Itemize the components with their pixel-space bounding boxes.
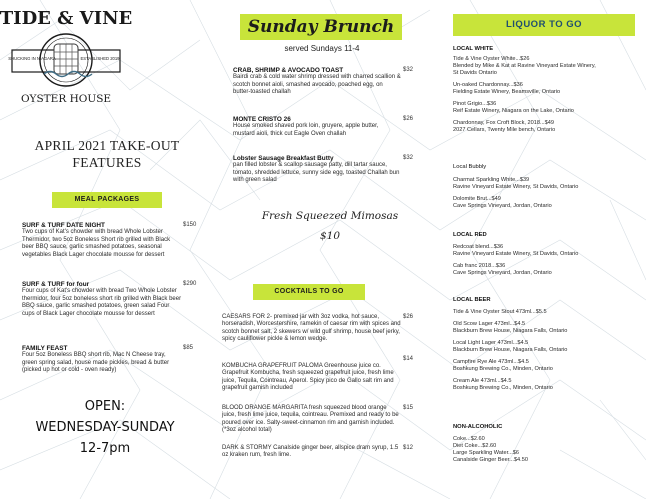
mimosa-title: Fresh Squeezed Mimosas [261, 210, 399, 222]
liquor-line: Large Sparkling Water...$6 [453, 450, 520, 456]
liquor-line: Local Light Lager 473ml...$4.5 [453, 340, 529, 346]
liquor-line: 2027 Cellars, Twenty Mile bench, Ontario [453, 127, 556, 133]
open-hours: 12-7pm [79, 441, 131, 456]
liquor-line: Campfire Rye Ale 473ml...$4.5 [453, 359, 529, 365]
cocktail-item-price: $26 [403, 314, 414, 320]
liquor-line: Ravine Vineyard Estate Winery, St Davids, Ontario [453, 184, 579, 190]
liquor-line: Blackburn Brew House, Niagara Falls, Ontario [453, 347, 568, 353]
logo-left-text: SHUCKING IN NIAGARA [8, 56, 56, 61]
brunch-item [233, 155, 401, 185]
liquor-line: Reif Estate Winery, Niagara on the Lake, Ontario [453, 108, 574, 114]
cocktail-item: KOMBUCHA GRAPEFRUIT PALOMA Greenhouse juice co. Grapefruit Kombucha, fresh squeezed grapefruit juice, fresh lime juice, Tequila, Cointreau, Aperol. Spicy pico de Gallo salt rim and grapefruit garnish included [222, 363, 394, 392]
liquor-section-local-white [453, 46, 633, 134]
liquor-line: Boshkung Brewing Co., Minden, Ontario [453, 385, 553, 391]
liquor-line: Cream Ale 473ml...$4.5 [453, 378, 512, 384]
brunch-item-title: MONTE CRISTO 26 [233, 116, 291, 123]
liquor-line: Redcoat blend...$36 [453, 244, 504, 250]
meal-item-title: FAMILY FEAST [22, 345, 68, 352]
sunday-brunch-title: Sunday Brunch [240, 14, 402, 40]
meal-item-price: $150 [183, 222, 197, 228]
liquor-line: Cave Springs Vineyard, Jordan, Ontario [453, 270, 552, 276]
liquor-to-go-tag: LIQUOR TO GO [453, 14, 635, 36]
meal-item [22, 281, 182, 318]
brunch-item [233, 67, 401, 97]
brunch-item-desc: Bairdi crab & cold water shrimp dressed with charred scallion & scotch bonnet aioli, smashed avocado, poached egg, on butter-toasted challah [233, 74, 401, 96]
liquor-section-heading: NON-ALCOHOLIC [453, 424, 503, 430]
liquor-line: Chardonnay, Fox Croft Block, 2018...$49 [453, 120, 554, 126]
brunch-item-desc: pan filled lobster & scallop sausage patty, dill tartar sauce, tomato, shredded lettuce, sunny side egg, toasted Challah bun with green salad [233, 162, 400, 184]
mimosa-feature [240, 206, 420, 246]
meal-item-title: SURF & TURF DATE NIGHT [22, 222, 105, 229]
brunch-item-title: Lobster Sausage Breakfast Butty [233, 155, 334, 162]
meal-packages-tag: MEAL PACKAGES [52, 192, 162, 208]
liquor-line: Coke...$2.60 [453, 436, 485, 442]
liquor-line: Un-oaked Chardonnay...$36 [453, 82, 523, 88]
cocktail-item: BLOOD ORANGE MARGARITA fresh squeezed blood orange juice, fresh lime juice, tequila, cointreau. Premixed and ready to be poured over ice. Salty-sweet-cinnamon rim and garnish included. (*3oz alcohol total) [222, 405, 399, 434]
left-column [0, 0, 215, 499]
meal-item-price: $290 [183, 281, 197, 287]
liquor-line: Tide & Vine Oyster White...$26 [453, 56, 530, 62]
liquor-line: Cab franc 2018...$36 [453, 263, 506, 269]
liquor-line: Blended by Mike & Kat at Ravine Vineyard Estate Winery, [453, 63, 596, 69]
logo-right-text: ESTABLISHED 2019 [80, 56, 120, 61]
cocktail-item-price: $15 [403, 405, 414, 411]
liquor-line: Cave Springs Vineyard, Jordan, Ontario [453, 203, 552, 209]
cocktail-item: DARK & STORMY Canalside ginger beer, allspice dram syrup, 1.5 oz kraken rum, fresh lime. [222, 445, 399, 459]
brunch-item-price: $32 [403, 155, 414, 161]
open-title: OPEN: [84, 399, 126, 414]
page-heading: APRIL 2021 TAKE-OUT FEATURES [34, 138, 180, 170]
liquor-section-heading: LOCAL WHITE [453, 46, 494, 52]
liquor-line: St Davids Ontario [453, 70, 497, 76]
meal-item [22, 345, 182, 375]
meal-item-desc: Four 5oz Boneless BBQ short rib, Mac N Cheese tray, green spring salad, house made pickles, bread & butter (picked up hot or cold - oven ready) [22, 352, 170, 374]
liquor-line: Ravine Vineyard Estate Winery, St Davids, Ontario [453, 251, 579, 257]
liquor-section-heading: Local Bubbly [453, 164, 487, 170]
brunch-item-title: CRAB, SHRIMP & AVOCADO TOAST [233, 67, 344, 74]
open-days: WEDNESDAY-SUNDAY [35, 420, 175, 435]
liquor-section-heading: LOCAL RED [453, 232, 487, 238]
brunch-served-hours: served Sundays 11-4 [284, 44, 360, 53]
liquor-line: Boshkung Brewing Co., Minden, Ontario [453, 366, 553, 372]
cocktail-item-price: $14 [403, 356, 414, 362]
liquor-line: Charmat Sparkling White...$39 [453, 177, 530, 183]
brand-name: TIDE & VINE [0, 8, 133, 29]
liquor-line: Tide & Vine Oyster Stout 473ml...$5.5 [453, 309, 547, 315]
brunch-item-desc: House smoked shaved pork loin, gruyere, apple butter, mustard aioli, thick cut Eagle Oven challah [233, 123, 379, 137]
cocktail-item-price: $12 [403, 445, 414, 451]
cocktails-tag: COCKTAILS TO GO [253, 284, 365, 300]
meal-item-desc: Two cups of Kat's chowder with bread Whole Lobster Thermidor, two 5oz Boneless Short rib grilled with Black beer BBQ sauce, garlic smashed potatoes, seasonal vegetables Black Lager chocolate mousse for dessert [22, 229, 171, 258]
liquor-line: Old Scow Lager 473ml...$4.5 [453, 321, 526, 327]
opening-hours [30, 396, 180, 459]
brand-subtitle: OYSTER HOUSE [20, 93, 112, 105]
tide-and-vine-logo [0, 4, 133, 112]
liquor-line: Fielding Estate Winery, Beamsville, Ontario [453, 89, 561, 95]
liquor-line: Diet Coke...$2.60 [453, 443, 497, 449]
brunch-item-price: $26 [403, 116, 414, 122]
liquor-section-heading: LOCAL BEER [453, 297, 491, 303]
liquor-line: Dolomite Brut...$49 [453, 196, 501, 202]
meal-item-price: $85 [183, 345, 194, 351]
liquor-section-local-beer [453, 297, 633, 392]
liquor-section-local-red [453, 232, 633, 277]
liquor-line: Canalside Ginger Beer...$4.50 [453, 457, 528, 463]
cocktail-item: CAESARS FOR 2- premixed jar with 3oz vodka, hot sauce, horseradish, Worcestershire, ramekin of caesar rim with spices and scotch bonnet salt, 2 skewers w/ wild gulf shrimp, house beef jerky, spicy cauliflower pickle & lemon wedge. [222, 314, 401, 343]
mimosa-price: $10 [319, 230, 341, 242]
liquor-line: Pinot Grigio...$36 [453, 101, 497, 107]
meal-item-title: SURF & TURF for four [22, 281, 90, 288]
liquor-section-non-alcoholic [453, 424, 633, 464]
liquor-section-local-bubbly [453, 164, 633, 210]
meal-item-desc: Four cups of Kat's chowder with bread Two Whole Lobster thermidor, four 5oz boneless short rib grilled with Black beer BBQ sauce, garlic smashed potatoes, green salad Four cups of Black Lager chocolate mousse for dessert [22, 288, 182, 317]
brunch-item [233, 116, 401, 138]
liquor-line: Blackburn Brew House, Niagara Falls, Ontario [453, 328, 568, 334]
meal-item [22, 222, 182, 259]
brunch-item-price: $32 [403, 67, 414, 73]
